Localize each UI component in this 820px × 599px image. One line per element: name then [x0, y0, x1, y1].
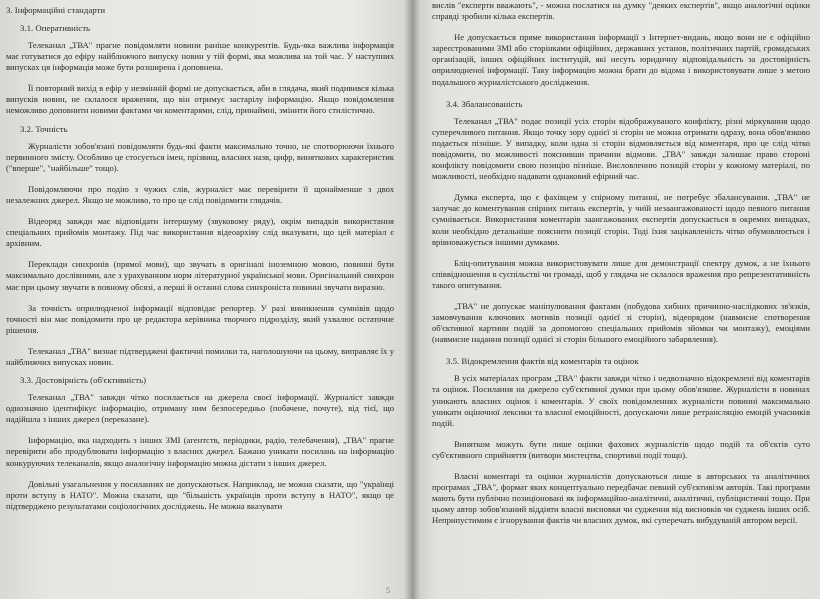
paragraph: Повідомляючи про подію з чужих слів, журналіст має перевірити її щонайменше з двох незалежних джерел. Якщо не можливо, то про це слід повідомити глядачів.: [6, 183, 394, 205]
paragraph: „ТВА" не допускає маніпулювання фактами (побудова хибних причинно-наслідкових зв'язків, замовчування ключових мотивів позиції однієї зі сторін), відеорядом (навмисне спотворення об'єктивної картини подій за допомогою спеціальних прийомів зйомки чи монтажу), емоціями (навмисне надання позиції однієї зі сторін більшого емоційного забарвлення).: [432, 300, 810, 345]
section-3-3-heading: 3.3. Достовірність (об'єктивність): [20, 375, 147, 386]
paragraph: Журналісти зобов'язані повідомляти будь-які факти максимально точно, не спотворюючи їхнього первинного змісту. Особливо це стосується імен, прізвищ, власних назв, цифр, виняткових характеристик ("вперше", "найбільше" тощо).: [6, 140, 394, 173]
section-3-2-heading: 3.2. Точність: [20, 123, 68, 134]
paragraph: Переклади синхронів (прямої мови), що звучать в оригіналі іноземною мовою, повинні бути максимально дослівними, але з урахуванням норм літературної української мови. Оригінальний синхрон має при цьому звучати в повному обсязі, а перші й останні слова синхроніста повинні звучати виразно.: [6, 259, 394, 292]
paragraph: Телеканал „ТВА" прагне повідомляти новини раніше конкурентів. Будь-яка важлива інформація має готуватися до ефіру найближчого випуску новин у тій формі, яка можлива на той час. У наступних випусках ця інформація може бути розширена і доповнена.: [6, 40, 394, 73]
paragraph: Не допускається пряме використання інформації з Інтернет-видань, якщо вони не є офіційно зареєстрованими ЗМІ або сторінками офіційних, державних установ, політичних партій, громадських організацій, інших офіційних інституцій, які несуть юридичну відповідальність за достовірність оприлюдненої інформації. Таку інформацію можна брати до відома і використовувати лише з метою подальшого журналістського дослідження.: [432, 32, 810, 87]
paragraph: Бліц-опитування можна використовувати лише для демонстрації спектру думок, а не їхнього співвідношення в суспільстві чи громаді, щоб у глядача не склалося враження про репрезентативність такого опитування.: [432, 257, 810, 290]
right-page: [412, 0, 820, 599]
paragraph: За точність оприлюдненої інформації відповідає репортер. У разі виникнення сумнівів щодо точності він має повідомити про це редактора керівника творчого підрозділу, який ухвалює остаточне рішення.: [6, 302, 394, 335]
paragraph: Винятком можуть бути лише оцінки фахових журналістів щодо подій та об'єктів суто суб'єктивного сприйняття (витвори мистецтва, спортивні події тощо).: [432, 438, 810, 460]
page-number: 5: [386, 586, 390, 595]
paragraph: В усіх матеріалах програм „ТВА" факти завжди чітко і недвозначно відокремлені від коментарів та оцінок. Посилання на джерело суб'єктивної думки при цьому обов'язкове. Журналісти в новинах уникають власних оцінок і коментарів. У своїх повідомленнях журналісти повинні максимально уникати оціночної лексики та власної емоційності, допускаючи лише ретрансляцію емоцій учасників подій.: [432, 373, 810, 428]
paragraph: Довільні узагальнення у посиланнях не допускаються. Наприклад, не можна сказати, що "українці проти вступу в НАТО". Можна сказати, що "більшість українців проти вступу в НАТО", якщо це підтверджено результатами соціологічних досліджень. Не можна вказувати: [6, 478, 394, 511]
paragraph: Телеканал „ТВА" подає позиції усіх сторін відображуваного конфлікту, різні міркування щодо суперечливого питання. Якщо точку зору однієї зі сторін не можна отримати одразу, вона обов'язково подається пізніше. У випадку, коли одна зі сторін відмовляється від коментаря, про це слід чітко повідомити, по можливості пояснивши причини відмови. „ТВА" завжди залишає право стороні конфлікту повідомити свою позицію пізніше. Висловленню позицій сторін у кожному матеріалі, по можливості, необхідно надавати однаковий ефірний час.: [432, 115, 810, 182]
section-3-4-heading: 3.4. Збалансованість: [446, 98, 523, 109]
section-3-5-heading: 3.5. Відокремлення фактів від коментарів та оцінок: [446, 356, 639, 367]
book-gutter: [404, 0, 420, 599]
paragraph: Власні коментарі та оцінки журналістів допускаються лише в авторських та аналітичних програмах „ТВА", формат яких концептуально передбачає певний суб'єктивізм авторів. Такі програми мають бути публічно позиціоновані як інформаційно-аналітичні, аналітичні, публіцистичні тощо. При цьому автор зобов'язаний віддіяти власні висновки чи судження від висновків чи суджень інших осіб. Неприпустимим є ігнорування фактів чи власних думок, які суперечать вибудуваній автором версії.: [432, 471, 810, 526]
paragraph: вислів "експерти вважають", - можна послатися на думку "деяких експертів", якщо аналогічні оцінки справді зробили кілька експертів.: [432, 0, 810, 22]
paragraph: Думка експерта, що є фахівцем у спірному питанні, не потребує збалансування. „ТВА" не залучає до коментування спірних питань експертів, у чиїй незаангажованості щодо певного питання сумнівається. Використання коментарів заангажованих експертів допускається в окремих випадках, коли необхідно детальніше пояснити позиції сторін. Тоді їхня зацікавленість чітко обумовлюється і врівноважується іншими думками.: [432, 192, 810, 247]
chapter-title: 3. Інформаційні стандарти: [6, 5, 106, 15]
paragraph: Телеканал „ТВА" завжди чітко посилається на джерела своєї інформації. Журналіст завжди однозначно ідентифікує інформацію, отриману ним безпосередньо (побачене, почуте), від тієї, що надійшла з інших джерел (переказане).: [6, 392, 394, 425]
section-3-1-heading: 3.1. Оперативність: [20, 23, 91, 33]
paragraph: Її повторний вихід в ефір у незмінній формі не допускається, аби в глядача, який подивився кілька випусків новин, не склалося враження, що він отримує застарілу інформацію. Якщо повідомлення неможливо доповнити новими фактами чи коментарями, слід, принаймні, змінити його стилістично.: [6, 83, 394, 116]
paragraph: Телеканал „ТВА" визнає підтверджені фактичні помилки та, наголошуючи на цьому, виправляє їх у найближчих випусках новин.: [6, 345, 394, 367]
paragraph: Відеоряд завжди має відповідати інтершуму (звуковому ряду), окрім випадків використання спеціальних прийомів монтажу. Під час використання відеоархіву слід вказувати, що цей матеріал є архівним.: [6, 216, 394, 249]
paragraph: Інформацію, яка надходить з інших ЗМІ (агентств, періодики, радіо, телебачення), „ТВА" прагне перевірити або продублювати інформацію з власних джерел. Бажано уникати посилань на інформацію конкуруючих телеканалів, якщо аналогічну інформацію можна дістати з інших джерел.: [6, 435, 394, 468]
